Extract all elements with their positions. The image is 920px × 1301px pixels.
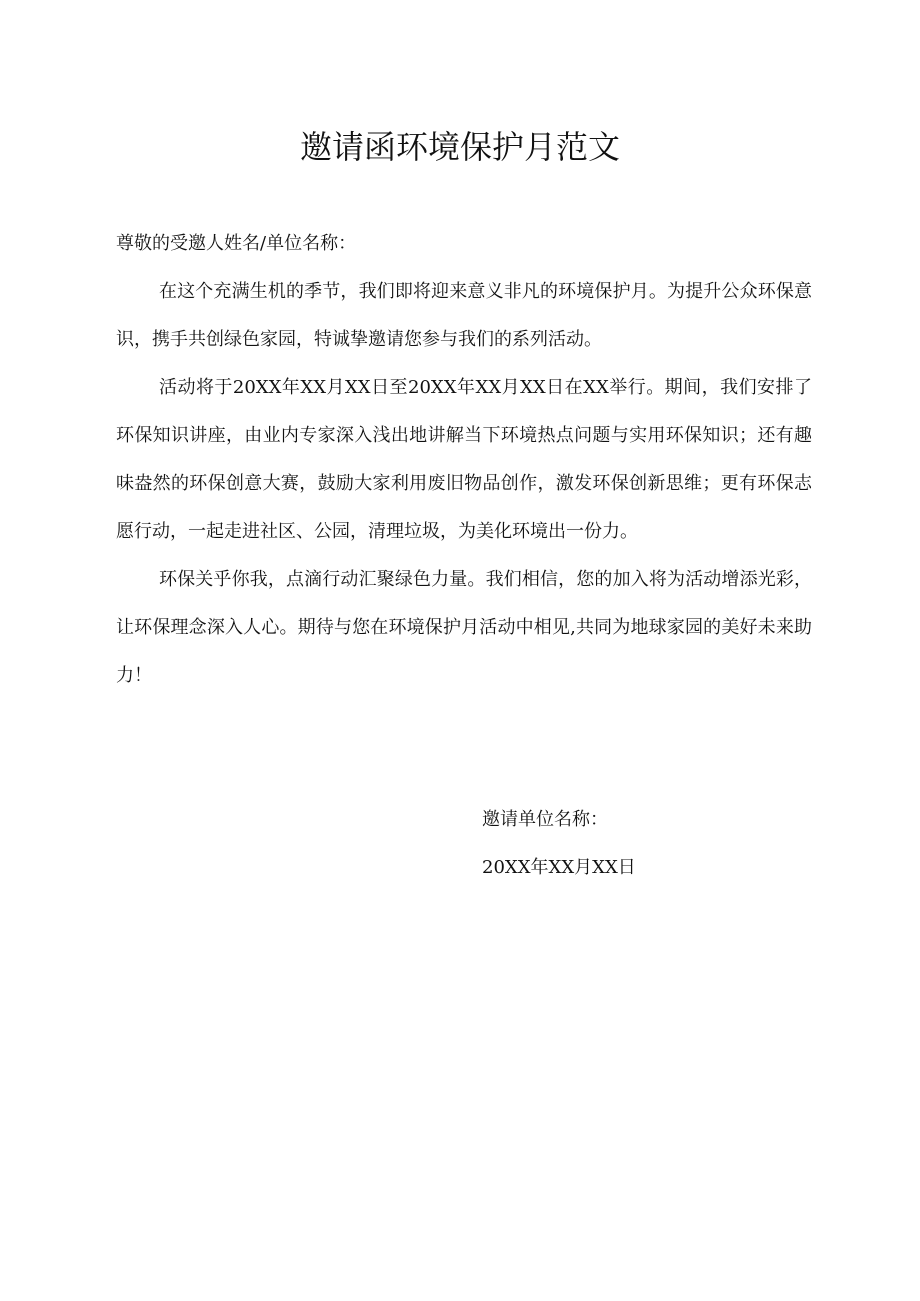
inviting-organization-label: 邀请单位名称： xyxy=(482,809,608,830)
document-title: 邀请函环境保护月范文 xyxy=(299,128,620,166)
signature-date: 20XX年XX月XX日 xyxy=(482,857,636,878)
letter-body xyxy=(116,220,812,700)
paragraph-activities: 活动将于20XX年XX月XX日至20XX年XX月XX日在XX举行。期间，我们安排了环保知识讲座，由业内专家深入浅出地讲解当下环境热点问题与实用环保知识；还有趣味盎然的环保创意大赛，鼓励大家利用废旧物品创作，激发环保创新思维；更有环保志愿行动，一起走进社区、公园，清理垃圾，为美化环境出一份力。 xyxy=(116,377,812,542)
signature-block xyxy=(482,796,802,892)
salutation: 尊敬的受邀人姓名/单位名称： xyxy=(116,233,357,254)
paragraph-closing: 环保关乎你我，点滴行动汇聚绿色力量。我们相信，您的加入将为活动增添光彩，让环保理念深入人心。期待与您在环境保护月活动中相见,共同为地球家园的美好未来助力！ xyxy=(116,569,812,686)
paragraph-intro: 在这个充满生机的季节，我们即将迎来意义非凡的环境保护月。为提升公众环保意识，携手共创绿色家园，特诚挚邀请您参与我们的系列活动。 xyxy=(116,281,812,350)
